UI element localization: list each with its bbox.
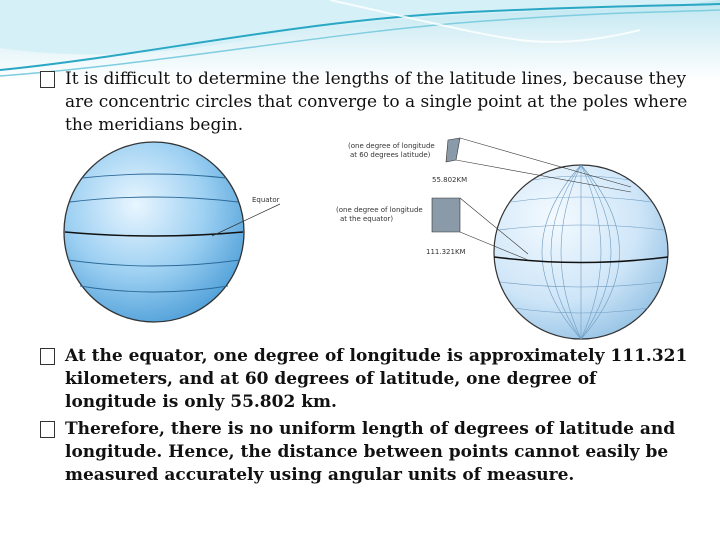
latitude-globe-figure (62, 140, 287, 325)
bullet-2 (40, 345, 690, 414)
equator-label: Equator (252, 196, 280, 204)
equator-value: 111.321KM (426, 248, 466, 256)
bullet-1-text: It is difficult to determine the lengths of the latitude lines, because they are concentric circles that converge to a single point at the poles where the meridians begin. (65, 69, 688, 135)
bullet-3-text: Therefore, there is no uniform length of degrees of latitude and longitude. Hence, the distance between points cannot easily be measured accurately using angular units of measure. (65, 419, 676, 485)
bullet-marker-icon (40, 71, 55, 88)
equator-box-label-line1: (one degree of longitude (336, 206, 423, 214)
lat60-value: 55.802KM (432, 176, 468, 184)
bullet-marker-icon (40, 421, 55, 438)
lat60-label-line2: at 60 degrees latitude) (350, 151, 431, 159)
bullet-3 (40, 418, 690, 487)
lat60-label-line1: (one degree of longitude (348, 142, 435, 150)
bullet-marker-icon (40, 348, 55, 365)
longitude-globe-figure (328, 132, 673, 347)
equator-box-label-line2: at the equator) (340, 215, 394, 223)
bullet-2-text: At the equator, one degree of longitude is approximately 111.321 kilometers, and at 60 degrees of latitude, one degree of longitude is only 55.802 km. (65, 346, 688, 412)
bullet-1 (40, 68, 690, 137)
